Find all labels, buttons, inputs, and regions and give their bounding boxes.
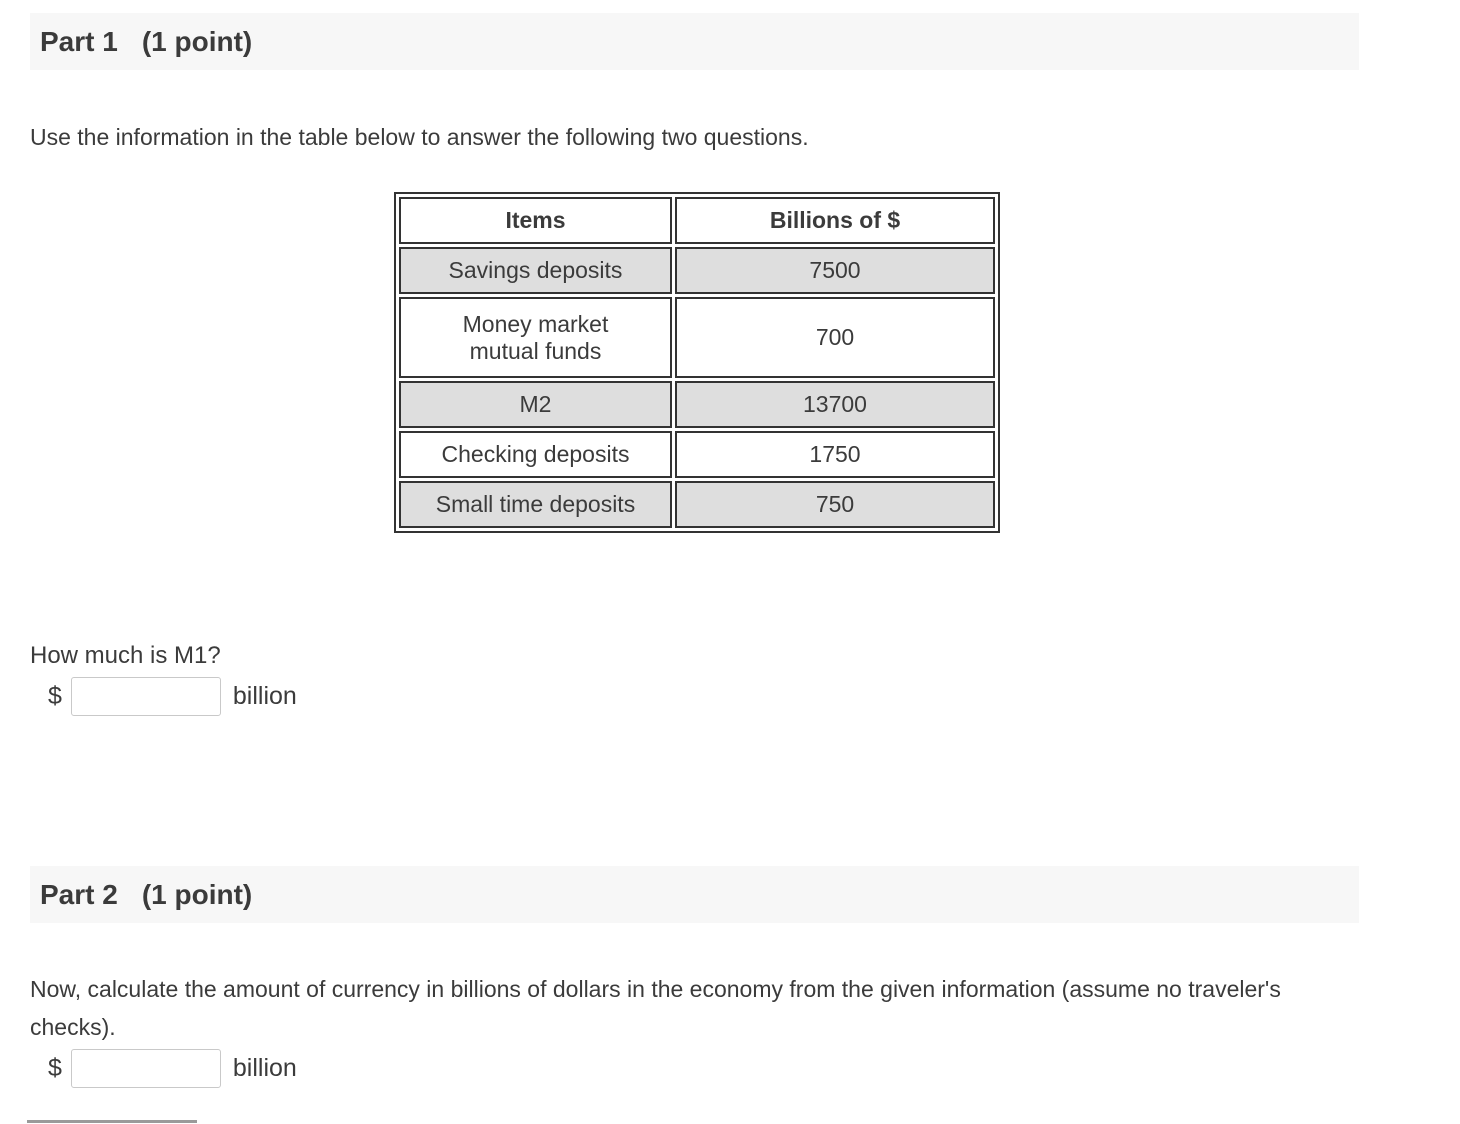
part1-title: Part 1 — [40, 25, 118, 57]
item-value: 1750 — [675, 431, 995, 478]
part2-header-bar — [30, 866, 1359, 923]
item-value: 7500 — [675, 247, 995, 294]
item-value: 13700 — [675, 381, 995, 428]
cutoff-element-top-edge — [27, 1120, 197, 1123]
item-label: Small time deposits — [399, 481, 672, 528]
column-header-items: Items — [399, 197, 672, 244]
dollar-prefix: $ — [48, 1054, 62, 1082]
billion-suffix: billion — [232, 682, 297, 710]
money-supply-table-container — [394, 192, 1000, 533]
item-label: Checking deposits — [399, 431, 672, 478]
money-supply-table — [394, 192, 1000, 533]
m1-question-prompt: How much is M1? — [30, 642, 221, 669]
part1-points: (1 point) — [141, 25, 253, 57]
item-value: 750 — [675, 481, 995, 528]
m1-answer-row — [48, 677, 297, 716]
item-label-text: Money market mutual funds — [462, 310, 609, 364]
table-row — [399, 481, 995, 528]
currency-answer-input[interactable] — [71, 1049, 221, 1088]
table-row — [399, 381, 995, 428]
item-label: Savings deposits — [399, 247, 672, 294]
dollar-prefix: $ — [48, 682, 62, 710]
part2-points: (1 point) — [141, 878, 253, 910]
item-label — [399, 297, 672, 378]
m1-answer-input[interactable] — [71, 677, 221, 716]
billion-suffix: billion — [232, 1054, 297, 1082]
part2-title: Part 2 — [40, 878, 118, 910]
part1-header-bar — [30, 13, 1359, 70]
part1-instructions: Use the information in the table below to answer the following two questions. — [30, 124, 809, 150]
table-row — [399, 431, 995, 478]
table-header-row — [399, 197, 995, 244]
table-row — [399, 297, 995, 378]
column-header-billions: Billions of $ — [675, 197, 995, 244]
item-label: M2 — [399, 381, 672, 428]
currency-answer-row — [48, 1049, 297, 1088]
item-value: 700 — [675, 297, 995, 378]
table-row — [399, 247, 995, 294]
part2-instructions: Now, calculate the amount of currency in billions of dollars in the economy from the given information (assume no traveler's checks). — [30, 976, 1281, 1040]
